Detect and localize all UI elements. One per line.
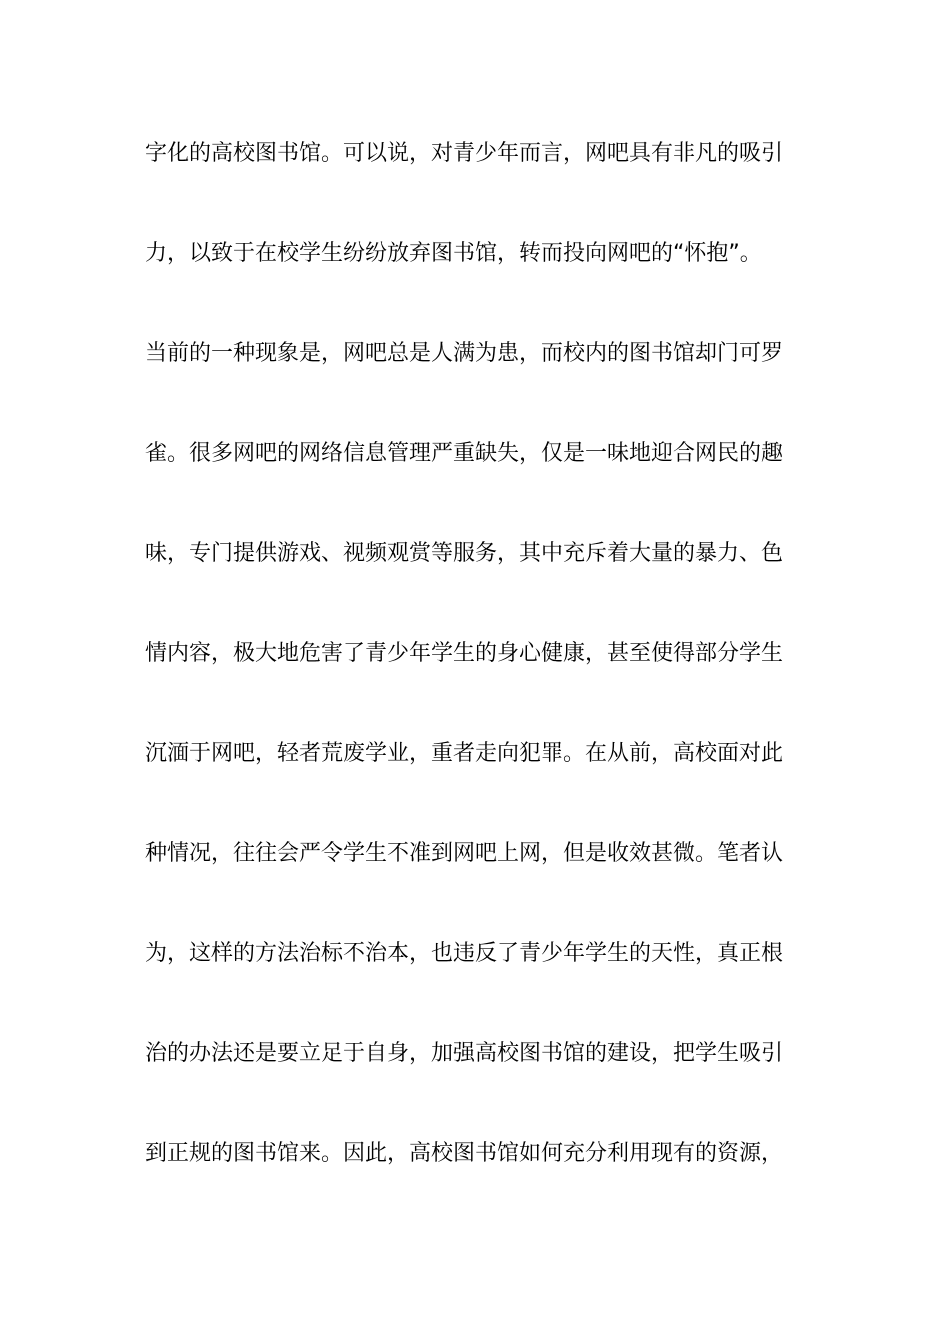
text-line-8: 种情况，往往会严令学生不准到网吧上网，但是收效甚微。笔者认 xyxy=(145,841,784,866)
text-line-9: 为，这样的方法治标不治本，也违反了青少年学生的天性，真正根 xyxy=(145,941,784,966)
text-line-2: 力，以致于在校学生纷纷放弃图书馆，转而投向网吧的“怀抱”。 xyxy=(145,241,762,266)
text-line-11: 到正规的图书馆来。因此，高校图书馆如何充分利用现有的资源， xyxy=(145,1141,784,1166)
body-text xyxy=(145,134,810,1234)
text-line-4: 雀。很多网吧的网络信息管理严重缺失，仅是一味地迎合网民的趣 xyxy=(145,441,784,466)
text-line-7: 沉湎于网吧，轻者荒废学业，重者走向犯罪。在从前，高校面对此 xyxy=(145,741,784,766)
text-line-5: 味，专门提供游戏、视频观赏等服务，其中充斥着大量的暴力、色 xyxy=(145,541,784,566)
text-line-1: 字化的高校图书馆。可以说，对青少年而言，网吧具有非凡的吸引 xyxy=(145,141,784,166)
text-line-6: 情内容，极大地危害了青少年学生的身心健康，甚至使得部分学生 xyxy=(145,641,784,666)
text-line-3: 当前的一种现象是，网吧总是人满为患，而校内的图书馆却门可罗 xyxy=(145,341,784,366)
text-line-10: 治的办法还是要立足于自身，加强高校图书馆的建设，把学生吸引 xyxy=(145,1041,784,1066)
